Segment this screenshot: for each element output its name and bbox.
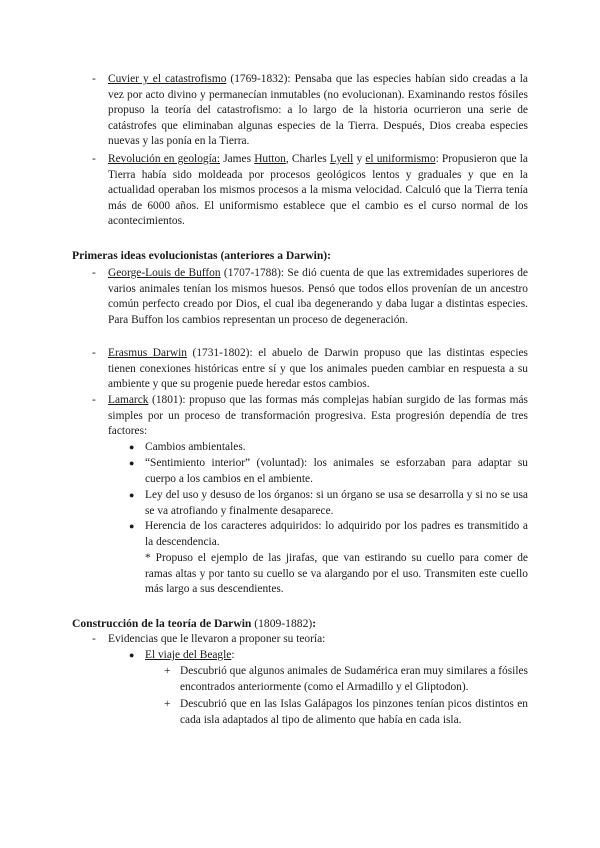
list-dash: - [92, 73, 96, 85]
beagle-point: Descubrió que algunos animales de Sudamérica eran muy similares a fósiles encontrados anteriormente (como el Armadillo y el Gliptodon). [180, 665, 528, 693]
lyell-name: Lyell [329, 153, 354, 165]
geology-title: Revolución en geología: [108, 153, 221, 165]
cuvier-text: (1769-1832): Pensaba que las especies habían sido creadas a la vez por acto divino y permanecían inmutables (no evolucionan). Examinando restos fósiles propuso la teoría del catastrofismo: a lo largo de la historia ocurrieron una serie de catástrofes que eliminaban algunas especies de la Tierra. Después, Dios creaba especies nuevas y las ponía en la Tierra. [108, 73, 528, 148]
erasmus-name: Erasmus Darwin [108, 347, 187, 359]
list-dash: - [92, 267, 96, 279]
cuvier-paragraph [108, 72, 528, 150]
lamarck-name: Lamarck [108, 394, 149, 406]
geology-text: y [353, 153, 366, 165]
buffon-name: George-Louis de Buffon [108, 267, 221, 279]
erasmus-text: (1731-1802): el abuelo de Darwin propuso que las distintas especies tienen conexiones históricas entre sí y que los animales pueden cambiar en respuesta a su ambiente y que su progenie puede heredar estos cambios. [108, 347, 528, 391]
plus-icon: + [164, 698, 171, 710]
evidence-intro: Evidencias que le llevaron a proponer su teoría: [108, 633, 326, 645]
plus-icon: + [164, 665, 171, 677]
section-heading-early-ideas: Primeras ideas evolucionistas (anteriores a Darwin): [72, 249, 331, 262]
bullet-icon: ● [129, 650, 135, 660]
beagle-point: Descubrió que en las Islas Galápagos los pinzones tenían picos distintos en cada isla adaptados al tipo de alimento que había en cada isla. [180, 698, 528, 726]
geology-text: : Propusieron que la Tierra había sido moldeada por procesos geológicos lentos y graduales y que en la actualidad operaban los mismos procesos a la misma velocidad. Calculó que la Tierra tenía más de 6000 años. El uniformismo establece que el cambio es el curso normal de los acontecimientos. [108, 153, 528, 228]
heading-colon: : [312, 617, 317, 630]
list-dash: - [92, 633, 96, 645]
geology-paragraph [108, 152, 528, 230]
buffon-text: (1707-1788): Se dió cuenta de que las extremidades superiores de varios animales tenían los mismos huesos. Pensó que todos ellos provenían de un ancestro común perfecto creado por Dios, el cual iba degenerando y daba lugar a distintas especies. Para Buffon los cambios representan un proceso de degeneración. [108, 267, 528, 326]
geology-text: James [220, 153, 255, 165]
heading-bold: Construcción de la teoría de Darwin [72, 617, 252, 630]
geology-text: , Charles [285, 153, 330, 165]
heading-dates: (1809-1882) [251, 617, 313, 630]
cuvier-title: Cuvier y el catastrofismo [108, 73, 227, 85]
lamarck-paragraph [108, 393, 528, 440]
factor-item: “Sentimiento interior” (voluntad): los animales se esforzaban para adaptar su cuerpo a los cambios en el ambiente. [145, 457, 528, 485]
factor-item: Cambios ambientales. [145, 441, 246, 453]
bullet-icon: ● [129, 458, 135, 468]
list-dash: - [92, 394, 96, 406]
factor-item: Herencia de los caracteres adquiridos: lo adquirido por los padres es transmitido a la descendencia. [145, 520, 528, 548]
hutton-name: Hutton [254, 153, 286, 165]
list-dash: - [92, 347, 96, 359]
giraffe-note: * Propuso el ejemplo de las jirafas, que van estirando su cuello para comer de ramas altas y por tanto su cuello se va alargando por el uso. Transmiten este cuello más largo a sus descendientes. [145, 552, 528, 596]
bullet-icon: ● [129, 490, 135, 500]
buffon-paragraph [108, 266, 528, 328]
factor-item: Ley del uso y desuso de los órganos: si un órgano se usa se desarrolla y si no se usa se va atrofiando y finalmente desaparece. [145, 489, 528, 517]
beagle-colon: : [231, 649, 235, 661]
bullet-icon: ● [129, 521, 135, 531]
beagle-voyage-title: El viaje del Beagle [145, 649, 232, 661]
bullet-icon: ● [129, 442, 135, 452]
lamarck-text: (1801): propuso que las formas más complejas habían surgido de las formas más simples por un proceso de transformación progresiva. Esta progresión dependía de tres factores: [108, 394, 528, 438]
uniformism-title: el uniformismo [365, 153, 436, 165]
beagle-voyage-item [145, 648, 528, 664]
list-dash: - [92, 153, 96, 165]
section-heading-darwin-theory [72, 616, 316, 632]
erasmus-paragraph [108, 346, 528, 393]
